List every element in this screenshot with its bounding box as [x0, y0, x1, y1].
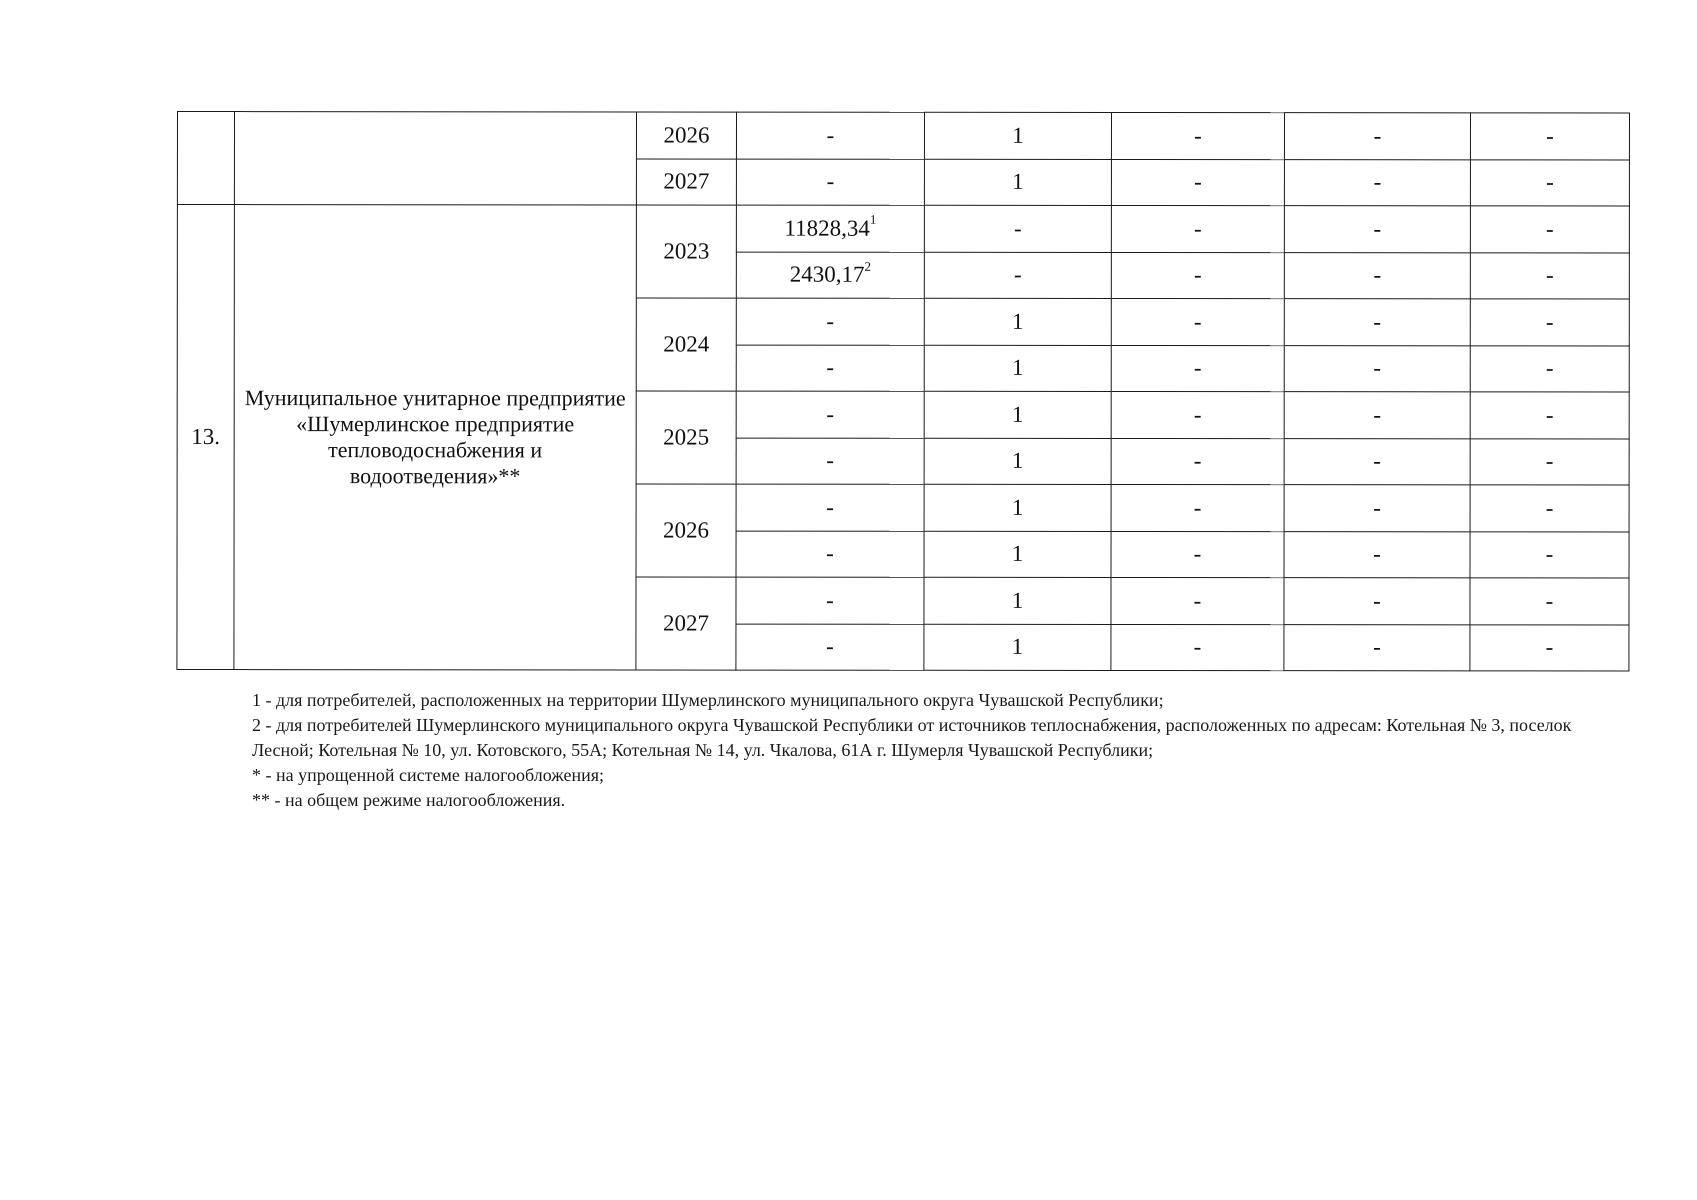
value-cell: -: [1111, 577, 1284, 624]
value-cell: -: [1284, 485, 1470, 532]
value-cell: -: [1111, 391, 1284, 438]
footnotes: [252, 688, 1632, 813]
value-cell: -: [736, 112, 924, 159]
table-row: [177, 205, 1629, 253]
value-cell: -: [1284, 438, 1470, 485]
value-cell: -: [1470, 159, 1629, 206]
footnote-general-tax: ** - на общем режиме налогообложения.: [252, 790, 566, 810]
value-cell: -: [1470, 485, 1629, 532]
value-cell: -: [1284, 252, 1470, 299]
value-text: 2430,17: [789, 262, 865, 288]
row-number-cell: [177, 112, 234, 205]
footnote-1: 1 - для потребителей, расположенных на территории Шумерлинского муниципального округа Чувашской Республики;: [252, 690, 1164, 710]
year-cell: 2026: [636, 112, 736, 159]
value-cell: -: [736, 391, 924, 438]
value-cell: 1: [924, 298, 1111, 345]
year-cell: 2026: [636, 484, 736, 577]
value-cell: 1: [924, 391, 1111, 438]
value-cell: -: [1470, 438, 1629, 485]
value-cell: -: [1111, 484, 1284, 531]
value-cell: 1: [924, 531, 1111, 578]
value-cell: -: [736, 624, 924, 671]
value-cell: -: [1470, 252, 1629, 299]
value-cell: -: [1284, 345, 1470, 392]
value-cell: -: [1284, 531, 1470, 578]
footnote-marker: 1: [869, 212, 877, 228]
value-cell: -: [1284, 392, 1470, 439]
value-cell: -: [1284, 206, 1470, 253]
value-cell: -: [1470, 578, 1629, 625]
value-cell: -: [1111, 531, 1284, 578]
value-cell: -: [1111, 112, 1284, 159]
value-cell: [736, 252, 924, 299]
value-cell: -: [1284, 159, 1470, 206]
value-cell: -: [1470, 392, 1629, 439]
value-cell: -: [736, 531, 924, 578]
year-cell: 2023: [636, 205, 736, 298]
value-cell: -: [736, 159, 924, 206]
year-cell: 2027: [636, 158, 736, 205]
tariff-table: [176, 111, 1630, 672]
value-cell: -: [736, 438, 924, 485]
value-text: 11828,34: [784, 215, 870, 241]
value-cell: 1: [924, 624, 1111, 671]
organization-cell: [234, 112, 636, 205]
value-cell: -: [1470, 113, 1629, 160]
value-cell: -: [1111, 159, 1284, 206]
value-cell: -: [1111, 252, 1284, 299]
value-cell: -: [924, 205, 1111, 252]
value-cell: -: [1284, 299, 1470, 346]
value-cell: 1: [924, 577, 1111, 624]
footnote-marker: 2: [864, 258, 871, 274]
value-cell: 1: [924, 112, 1111, 159]
value-cell: -: [736, 577, 924, 624]
value-cell: -: [1470, 531, 1629, 578]
value-cell: 1: [924, 484, 1111, 531]
value-cell: -: [736, 484, 924, 531]
value-cell: -: [736, 345, 924, 392]
year-cell: 2027: [636, 577, 736, 670]
value-cell: -: [1284, 113, 1470, 160]
value-cell: 1: [924, 159, 1111, 206]
value-cell: -: [1111, 345, 1284, 392]
value-cell: -: [1111, 624, 1284, 671]
value-cell: -: [1284, 624, 1470, 671]
row-number-cell: 13.: [177, 205, 234, 670]
value-cell: 1: [924, 438, 1111, 485]
value-cell: -: [1470, 624, 1629, 671]
year-cell: 2025: [636, 391, 736, 484]
value-cell: -: [1470, 299, 1629, 346]
year-cell: 2024: [636, 298, 736, 391]
value-cell: -: [924, 252, 1111, 299]
value-cell: 1: [924, 345, 1111, 392]
value-cell: [736, 205, 924, 252]
organization-cell: Муниципальное унитарное предприятие «Шумерлинское предприятие тепловодоснабжения и водоотведения»**: [234, 205, 636, 670]
value-cell: -: [1470, 345, 1629, 392]
footnote-2: 2 - для потребителей Шумерлинского муниципального округа Чувашской Республики от источников теплоснабжения, расположенных по адресам: Котельная № 3, поселок Лесной; Котельная № 10, ул. Котовского, 55А; Котельная № 14, ул. Чкалова, 61А г. Шумерля Чувашской Республики;: [252, 715, 1572, 760]
footnote-simplified-tax: * - на упрощенной системе налогообложения;: [252, 765, 605, 785]
value-cell: -: [1470, 206, 1629, 253]
table-row: [177, 112, 1629, 160]
value-cell: -: [1111, 438, 1284, 485]
value-cell: -: [1111, 298, 1284, 345]
value-cell: -: [1111, 205, 1284, 252]
value-cell: -: [736, 298, 924, 345]
value-cell: -: [1284, 578, 1470, 625]
